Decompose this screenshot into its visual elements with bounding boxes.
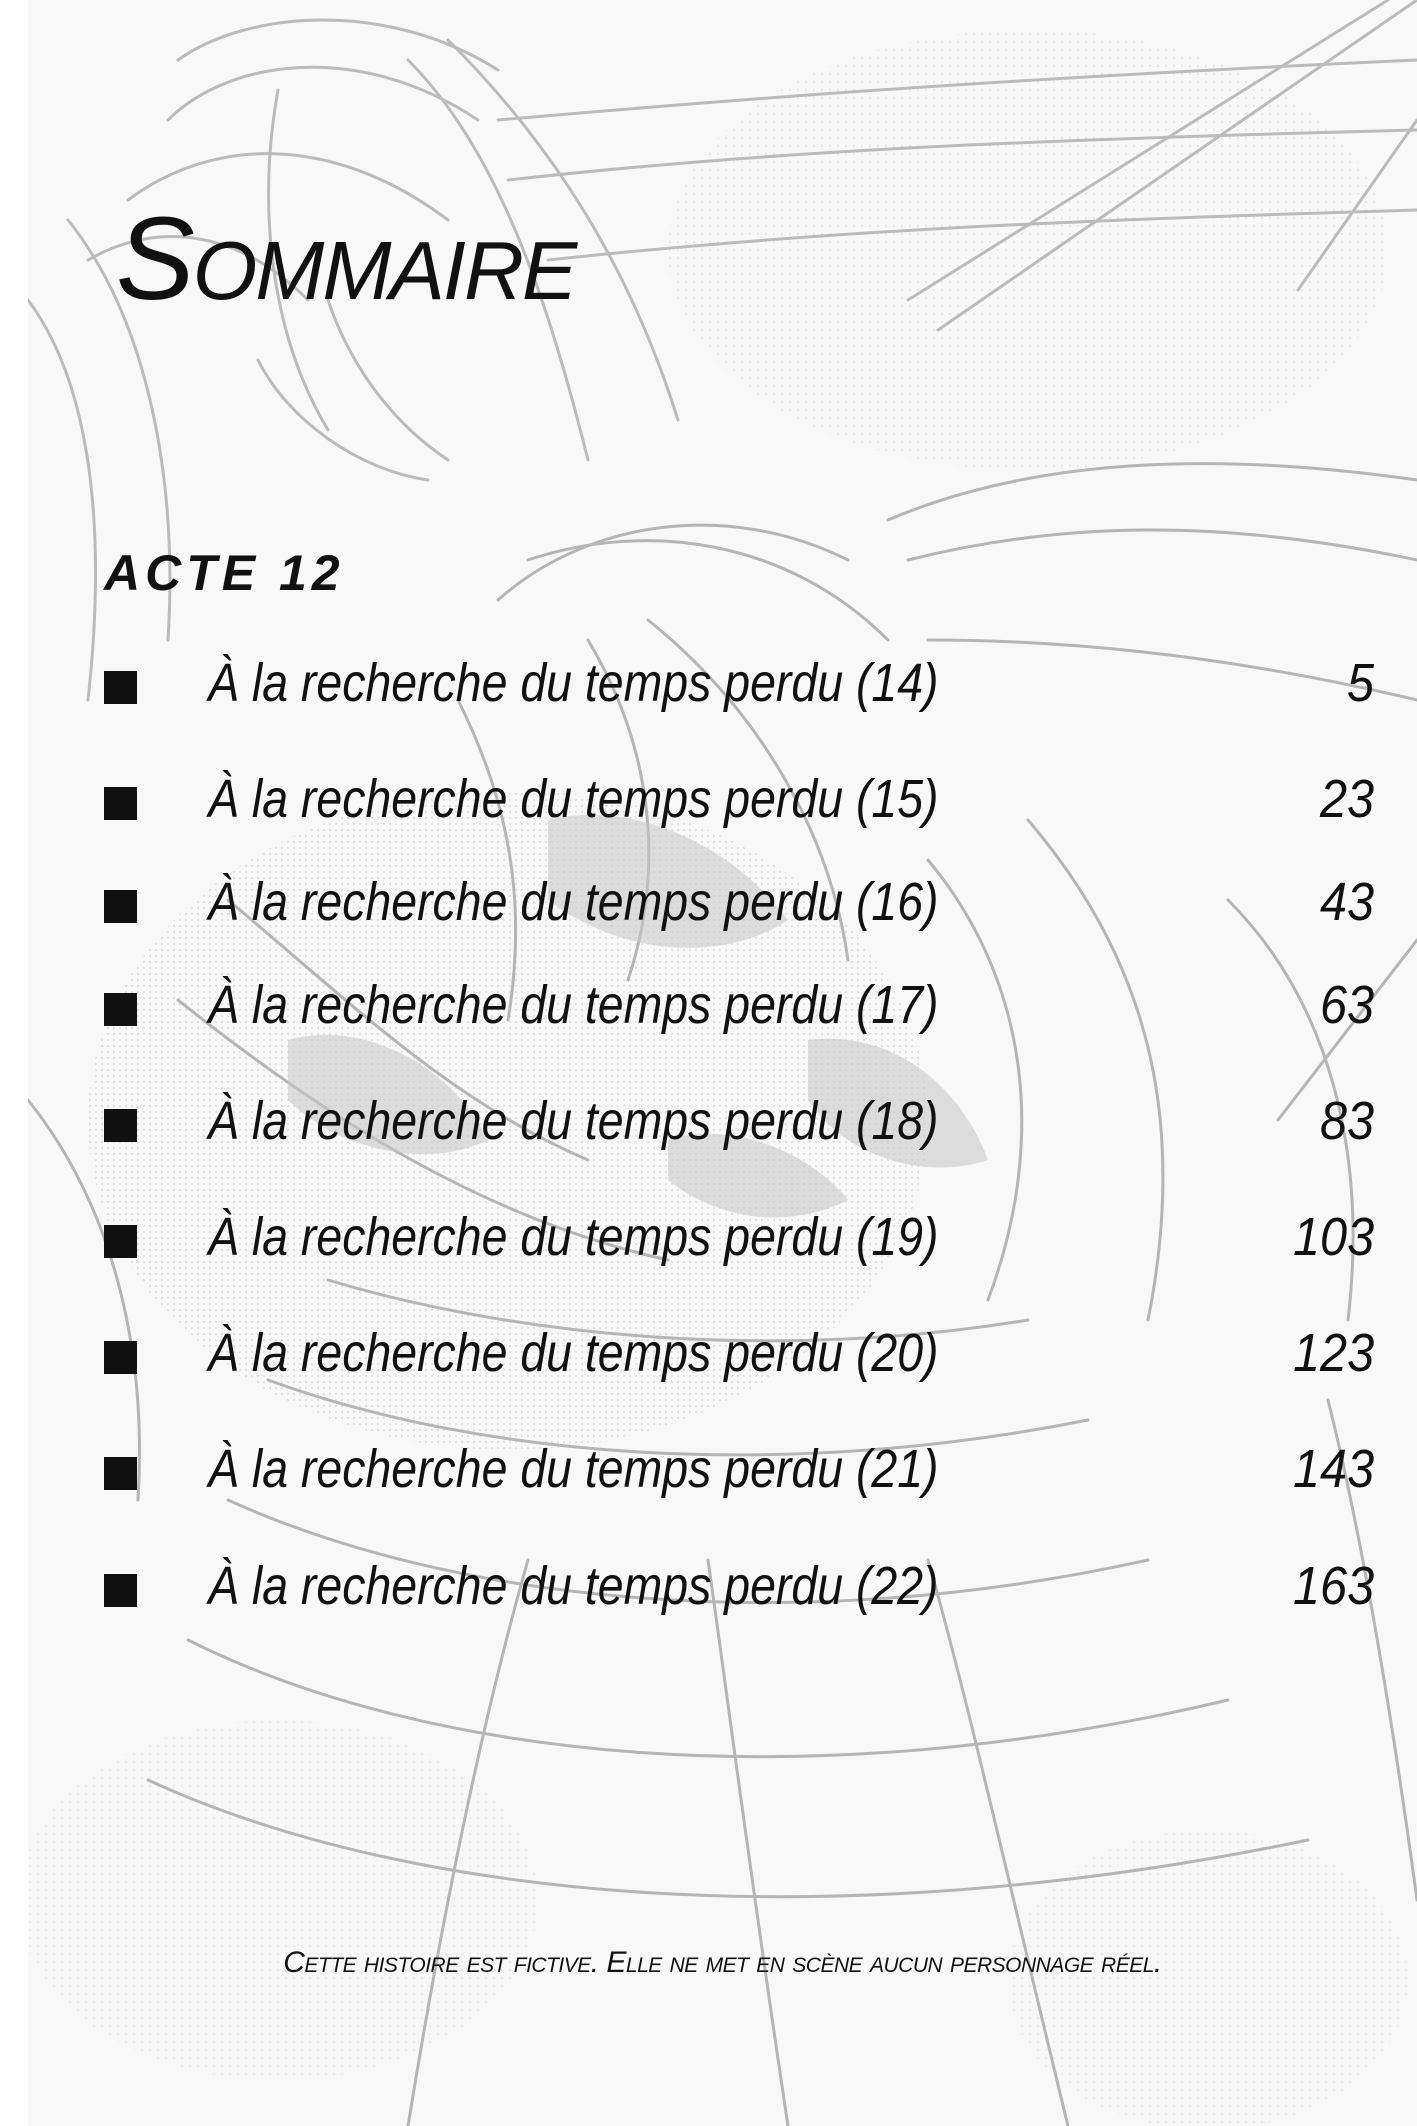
square-bullet-icon — [104, 890, 137, 923]
toc-entry[interactable] — [104, 1440, 1374, 1498]
chapter-page-number: 103 — [1292, 1207, 1374, 1267]
chapter-title: À la recherche du temps perdu (17) — [208, 975, 939, 1035]
chapter-page-number: 123 — [1292, 1323, 1374, 1383]
toc-entry[interactable] — [104, 770, 1374, 828]
chapter-title: À la recherche du temps perdu (18) — [208, 1091, 939, 1151]
chapter-title: À la recherche du temps perdu (14) — [208, 653, 939, 713]
chapter-title: À la recherche du temps perdu (21) — [208, 1439, 939, 1499]
page-title: Sommaire — [116, 193, 576, 325]
fiction-disclaimer: Cette histoire est fictive. Elle ne met en scène aucun personnage réel. — [283, 1946, 1162, 1979]
square-bullet-icon — [104, 993, 137, 1026]
chapter-page-number: 5 — [1346, 653, 1374, 713]
table-of-contents — [104, 654, 1374, 1615]
manga-contents-page — [28, 0, 1417, 2126]
chapter-title: À la recherche du temps perdu (16) — [208, 872, 939, 932]
square-bullet-icon — [104, 1109, 137, 1142]
chapter-page-number: 83 — [1319, 1091, 1374, 1151]
act-heading: ACTE 12 — [104, 545, 345, 601]
chapter-page-number: 143 — [1292, 1439, 1374, 1499]
chapter-page-number: 23 — [1319, 769, 1374, 829]
toc-entry[interactable] — [104, 976, 1374, 1034]
square-bullet-icon — [104, 1457, 137, 1490]
chapter-page-number: 163 — [1292, 1556, 1374, 1616]
square-bullet-icon — [104, 671, 137, 704]
square-bullet-icon — [104, 787, 137, 820]
chapter-title: À la recherche du temps perdu (19) — [208, 1207, 939, 1267]
chapter-page-number: 63 — [1319, 975, 1374, 1035]
toc-entry[interactable] — [104, 1208, 1374, 1266]
toc-entry[interactable] — [104, 1092, 1374, 1150]
toc-entry[interactable] — [104, 1324, 1374, 1382]
chapter-title: À la recherche du temps perdu (15) — [208, 769, 939, 829]
toc-entry[interactable] — [104, 1557, 1374, 1615]
chapter-title: À la recherche du temps perdu (20) — [208, 1323, 939, 1383]
chapter-page-number: 43 — [1319, 872, 1374, 932]
square-bullet-icon — [104, 1225, 137, 1258]
square-bullet-icon — [104, 1341, 137, 1374]
chapter-title: À la recherche du temps perdu (22) — [208, 1556, 939, 1616]
toc-entry[interactable] — [104, 654, 1374, 712]
square-bullet-icon — [104, 1574, 137, 1607]
toc-entry[interactable] — [104, 873, 1374, 931]
